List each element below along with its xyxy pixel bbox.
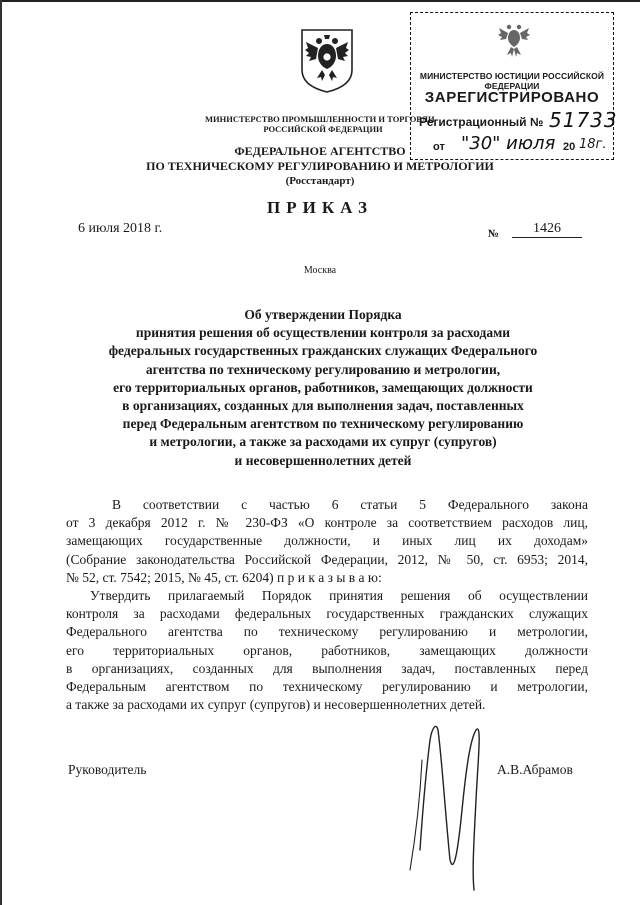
order-city: Москва bbox=[303, 265, 337, 276]
ministry-name-line2: РОССИЙСКОЙ ФЕДЕРАЦИИ bbox=[263, 124, 383, 134]
stamp-reg-number: 51733 bbox=[549, 108, 618, 132]
subject-line: его территориальных органов, работников, замещающих должности bbox=[113, 379, 533, 395]
subject-line: и несовершеннолетних детей bbox=[234, 452, 412, 468]
scan-border-left bbox=[0, 0, 2, 905]
order-subject bbox=[58, 306, 588, 470]
order-date: 6 июля 2018 г. bbox=[78, 221, 163, 236]
signatory-position: Руководитель bbox=[68, 762, 147, 777]
body-line: от 3 декабря 2012 г. № 230-ФЗ «О контроле за соответствием расходов лиц, bbox=[66, 515, 588, 531]
body-line: Утвердить прилагаемый Порядок принятия решения об осуществлении bbox=[90, 588, 588, 604]
subject-line: агентства по техническому регулированию и метрологии, bbox=[145, 361, 501, 377]
stamp-registered-label: ЗАРЕГИСТРИРОВАНО bbox=[424, 89, 600, 106]
subject-line: федеральных государственных гражданских служащих Федерального bbox=[108, 343, 538, 359]
body-line: замещающих государственные должности, и иных лиц их доходам» bbox=[66, 533, 588, 549]
body-line: в организациях, созданных для выполнения задач, поставленных перед bbox=[66, 660, 588, 676]
body-line: Федерального агентства по техническому регулированию и метрологии, bbox=[66, 624, 588, 640]
body-line: № 52, ст. 7542; 2015, № 45, ст. 6204) п р и к а з ы в а ю: bbox=[66, 569, 382, 585]
subject-line: и метрологии, а также за расходами их супруг (супругов) bbox=[149, 434, 497, 450]
agency-name-line1: ФЕДЕРАЛЬНОЕ АГЕНТСТВО bbox=[234, 144, 406, 158]
body-line: Федеральным агентством по техническому регулированию и метрологии, bbox=[66, 679, 588, 695]
order-number-sign: № bbox=[488, 228, 500, 240]
agency-name-line2: ПО ТЕХНИЧЕСКОМУ РЕГУЛИРОВАНИЮ И МЕТРОЛОГИИ bbox=[146, 159, 494, 173]
subject-line: в организациях, созданных для выполнения задач, поставленных bbox=[122, 398, 524, 414]
stamp-year-handwritten: 18г. bbox=[579, 137, 607, 152]
order-title: ПРИКАЗ bbox=[267, 198, 373, 217]
coat-of-arms-emblem bbox=[296, 26, 358, 94]
subject-line: перед Федеральным агентством по техническому регулированию bbox=[122, 416, 524, 432]
signatory-name: А.В.Абрамов bbox=[497, 762, 573, 777]
agency-short-name: (Росстандарт) bbox=[285, 175, 355, 187]
body-line: (Собрание законодательства Российской Федерации, 2012, № 50, ст. 6953; 2014, bbox=[66, 551, 588, 567]
registration-stamp bbox=[410, 12, 618, 160]
subject-line: принятия решения об осуществлении контроля за расходами bbox=[135, 325, 511, 341]
stamp-emblem-icon bbox=[495, 19, 533, 63]
stamp-year-prefix: 20 bbox=[563, 141, 576, 153]
body-line: а также за расходами их супруг (супругов) и несовершеннолетних детей. bbox=[66, 697, 486, 713]
ministry-name-line1: МИНИСТЕРСТВО ПРОМЫШЛЕННОСТИ И ТОРГОВЛИ bbox=[205, 114, 435, 124]
stamp-ministry-name: МИНИСТЕРСТВО ЮСТИЦИИ РОССИЙСКОЙ ФЕДЕРАЦИИ bbox=[419, 71, 605, 91]
order-body bbox=[66, 496, 588, 714]
body-line: контроля за расходами федеральных государственных гражданских служащих bbox=[66, 606, 588, 622]
stamp-date-prefix: от bbox=[433, 141, 445, 153]
stamp-reg-number-label: Регистрационный № bbox=[419, 115, 544, 129]
body-line: В соответствии с частью 6 статьи 5 Федерального закона bbox=[112, 497, 588, 512]
order-number: 1426 bbox=[512, 221, 582, 238]
stamp-date-handwritten: "30" июля bbox=[461, 133, 556, 154]
scan-border-top bbox=[0, 0, 640, 2]
subject-line: Об утверждении Порядка bbox=[244, 307, 402, 322]
handwritten-signature bbox=[350, 700, 510, 900]
body-line: его территориальных органов, работников, замещающих должности bbox=[66, 642, 588, 658]
